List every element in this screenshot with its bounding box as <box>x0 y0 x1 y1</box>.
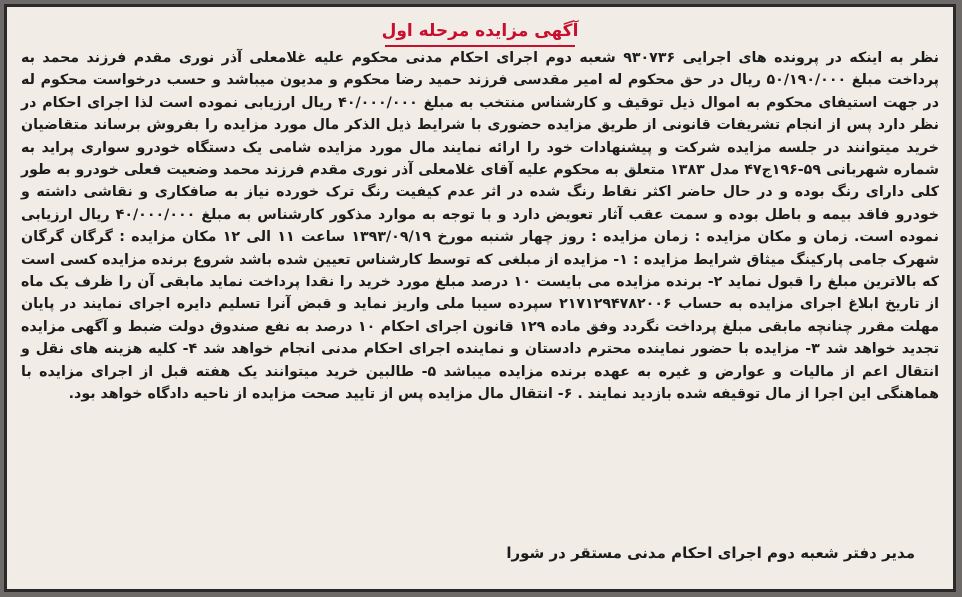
notice-signature: مدیر دفتر شعبه دوم اجرای احکام مدنی مستقر در شورا <box>506 544 915 562</box>
notice-body <box>21 47 939 406</box>
auction-notice <box>4 4 956 592</box>
notice-body-text: نظر به اینکه در پرونده های اجرایی ۹۳۰۷۳۶ شعبه دوم اجرای احکام مدنی محکوم علیه غلامعلی آذر نوری مقدم فرزند محمد به پرداخت مبلغ ۵۰/۱۹۰/۰۰۰ ریال در حق محکوم له امیر مقدسی فرزند حمید رضا محکوم و مدیون میباشد و حسب درخواست محکوم له در جهت استیفای محکوم به اموال ذیل توقیف و کارشناس منتخب به مبلغ ۴۰/۰۰۰/۰۰۰ ریال ارزیابی نموده است لذا اجرای احکام در نظر دارد پس از انجام تشریفات قانونی از طریق مزایده حضوری با شرایط ذیل الذکر مال مورد مزایده را بفروش برساند متقاضیان خرید میتوانند در جلسه مزایده شرکت و پیشنهادات خود را ارائه نمایند مال مورد مزایده شامی یک دستگاه خودرو سواری پراید به شماره شهربانی ۵۹-۱۹۶ج۴۷ مدل ۱۳۸۳ متعلق به محکوم علیه آقای غلامعلی آذر نوری مقدم فرزند محمد وضعیت فعلی خودرو به طور کلی دارای رنگ بوده و در حال حاضر اکثر نقاط رنگ شده در اثر عدم کیفیت رنگ ترک خورده نیاز به صافکاری و نقاشی داشته و خودرو فاقد بیمه و باطل بوده و سمت عقب آثار تعویض دارد و با توجه به موارد مذکور کارشناس به مبلغ ۴۰/۰۰۰/۰۰۰ ریال ارزیابی نموده است. زمان و مکان مزایده : زمان مزایده : روز چهار شنبه مورخ ۱۳۹۳/۰۹/۱۹ ساعت ۱۱ الی ۱۲ مکان مزایده : گرگان گرگان شهرک جامی پارکینگ میثاق شرایط مزایده : ۱- مزایده از مبلغی که توسط کارشناس تعیین شده باشد شروع برنده مزایده کسی است که بالاترین مبلغ را قبول نماید ۲- برنده مزایده می بایست ۱۰ درصد مبلغ مورد خرید را نقدا پرداخت نماید مابقی آن را ظرف یک ماه از تاریخ ابلاغ اجرای مزایده به حساب ۲۱۷۱۲۹۴۷۸۲۰۰۶ سپرده سیبا ملی واریز نماید و قبض آنرا تسلیم دایره اجرای نمایند در پایان مهلت مقرر چنانچه مابقی مبلغ پرداخت نگردد وفق ماده ۱۲۹ قانون اجرای احکام ۱۰ درصد به نفع صندوق دولت ضبط و آگهی مزایده تجدید خواهد شد ۳- مزایده با حضور نماینده محترم دادستان و نماینده اجرای احکام مدنی انجام خواهد شد ۴- کلیه هزینه های نقل و انتقال اعم از مالیات و عوارض و غیره به عهده برنده مزایده میباشد ۵- طالبین خرید میتوانند یک هفته قبل از اجرای مزایده با هماهنگی این اجرا از مال توقیفه شده بازدید نمایند . ۶- انتقال مال مزایده پس از تایید صحت مزایده از ناحیه دادگاه خواهد بود. <box>21 50 940 403</box>
notice-title: آگهی مزایده مرحله اول <box>381 21 579 41</box>
